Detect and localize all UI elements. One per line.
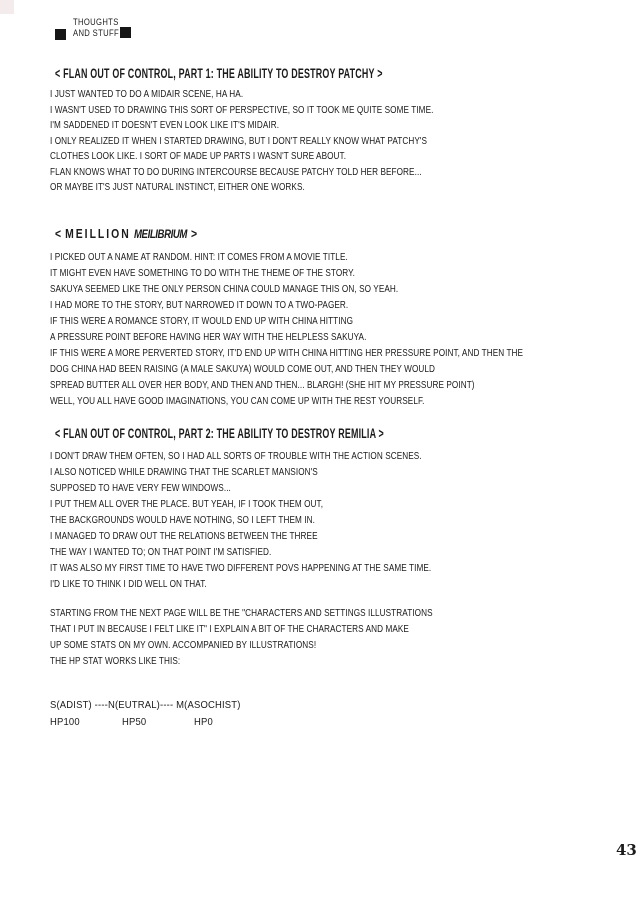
heading-bracket-open: <: [55, 226, 62, 241]
section-2-heading: [55, 226, 197, 241]
text-line: OR MAYBE IT'S JUST NATURAL INSTINCT, EITHER ONE WORKS.: [50, 181, 305, 193]
text-line: IF THIS WERE A ROMANCE STORY, IT WOULD END UP WITH CHINA HITTING: [50, 315, 354, 327]
text-line: I'M SADDENED IT DOESN'T EVEN LOOK LIKE IT'S MIDAIR.: [50, 119, 280, 131]
text-line: IT MIGHT EVEN HAVE SOMETHING TO DO WITH THE THEME OF THE STORY.: [50, 267, 355, 279]
text-line: WELL, YOU ALL HAVE GOOD IMAGINATIONS, YOU CAN COME UP WITH THE REST YOURSELF.: [50, 395, 425, 407]
text-line: I MANAGED TO DRAW OUT THE RELATIONS BETWEEN THE THREE: [50, 530, 318, 542]
section-3-paragraph: [50, 448, 431, 592]
scan-artifact-corner: [0, 0, 14, 14]
section-2-paragraph: [50, 249, 523, 409]
text-line: SAKUYA SEEMED LIKE THE ONLY PERSON CHINA COULD MANAGE THIS ON, SO YEAH.: [50, 283, 399, 295]
text-line: FLAN KNOWS WHAT TO DO DURING INTERCOURSE BECAUSE PATCHY TOLD HER BEFORE...: [50, 165, 422, 178]
text-line: STARTING FROM THE NEXT PAGE WILL BE THE "CHARACTERS AND SETTINGS ILLUSTRATIONS: [50, 607, 433, 619]
page-number: 43: [616, 841, 637, 859]
header-line-1: THOUGHTS: [73, 17, 119, 27]
hp-value-masochist: HP0: [194, 716, 213, 728]
text-line: I ONLY REALIZED IT WHEN I STARTED DRAWING, BUT I DON'T REALLY KNOW WHAT PATCHY'S: [50, 134, 428, 147]
text-line: I DON'T DRAW THEM OFTEN, SO I HAD ALL SORTS OF TROUBLE WITH THE ACTION SCENES.: [50, 450, 422, 462]
closing-paragraph: [50, 605, 433, 669]
text-line: SPREAD BUTTER ALL OVER HER BODY, AND THEN AND THEN... BLARGH! (SHE HIT MY PRESSURE POINT): [50, 379, 475, 391]
hp-scale-line: S(ADIST) ----N(EUTRAL)---- M(ASOCHIST): [50, 699, 241, 711]
text-line: THAT I PUT IN BECAUSE I FELT LIKE IT" I EXPLAIN A BIT OF THE CHARACTERS AND MAKE: [50, 623, 409, 635]
section-1-paragraph: [50, 87, 433, 196]
text-line: THE HP STAT WORKS LIKE THIS:: [50, 655, 181, 667]
text-line: CLOTHES LOOK LIKE. I SORT OF MADE UP PARTS I WASN'T SURE ABOUT.: [50, 150, 347, 162]
heading-bracket-close: >: [191, 226, 198, 241]
text-line: A PRESSURE POINT BEFORE HAVING HER WAY WITH THE HELPLESS SAKUYA.: [50, 331, 367, 343]
header-line-2: AND STUFF: [73, 28, 119, 38]
text-line: IT WAS ALSO MY FIRST TIME TO HAVE TWO DIFFERENT POVS HAPPENING AT THE SAME TIME.: [50, 562, 432, 574]
text-line: I WASN'T USED TO DRAWING THIS SORT OF PERSPECTIVE, SO IT TOOK ME QUITE SOME TIME.: [50, 103, 434, 116]
text-line: I'D LIKE TO THINK I DID WELL ON THAT.: [50, 578, 207, 590]
section-3-heading: < FLAN OUT OF CONTROL, PART 2: THE ABILITY TO DESTROY REMILIA >: [55, 426, 384, 441]
text-line: THE WAY I WANTED TO; ON THAT POINT I'M SATISFIED.: [50, 546, 272, 558]
text-line: I JUST WANTED TO DO A MIDAIR SCENE, HA HA.: [50, 88, 244, 100]
black-square-icon: [55, 29, 66, 40]
text-line: I PICKED OUT A NAME AT RANDOM. HINT: IT COMES FROM A MOVIE TITLE.: [50, 251, 348, 263]
text-line: SUPPOSED TO HAVE VERY FEW WINDOWS...: [50, 482, 231, 494]
text-line: I ALSO NOTICED WHILE DRAWING THAT THE SCARLET MANSION'S: [50, 466, 318, 478]
hp-stat-scale: [50, 697, 241, 730]
text-line: IF THIS WERE A MORE PERVERTED STORY, IT'D END UP WITH CHINA HITTING HER PRESSURE POINT, AND THEN THE: [50, 347, 524, 359]
black-square-icon: [120, 27, 131, 38]
text-line: THE BACKGROUNDS WOULD HAVE NOTHING, SO I LEFT THEM IN.: [50, 514, 315, 526]
hp-value-neutral: HP50: [122, 716, 147, 728]
hp-values-row: [50, 714, 241, 730]
text-line: UP SOME STATS ON MY OWN. ACCOMPANIED BY ILLUSTRATIONS!: [50, 639, 317, 651]
section-1-heading: < FLAN OUT OF CONTROL, PART 1: THE ABILITY TO DESTROY PATCHY >: [55, 66, 383, 81]
page-header: [73, 17, 119, 39]
text-line: I PUT THEM ALL OVER THE PLACE. BUT YEAH, IF I TOOK THEM OUT,: [50, 498, 324, 510]
text-line: I HAD MORE TO THE STORY, BUT NARROWED IT DOWN TO A TWO-PAGER.: [50, 299, 349, 311]
text-line: DOG CHINA HAD BEEN RAISING (A MALE SAKUYA) WOULD COME OUT, AND THEN THEY WOULD: [50, 363, 436, 375]
heading-title-main: MEILLION: [65, 226, 131, 241]
hp-value-sadist: HP100: [50, 716, 80, 728]
heading-title-sub: MEILIBRIUM: [133, 227, 188, 241]
